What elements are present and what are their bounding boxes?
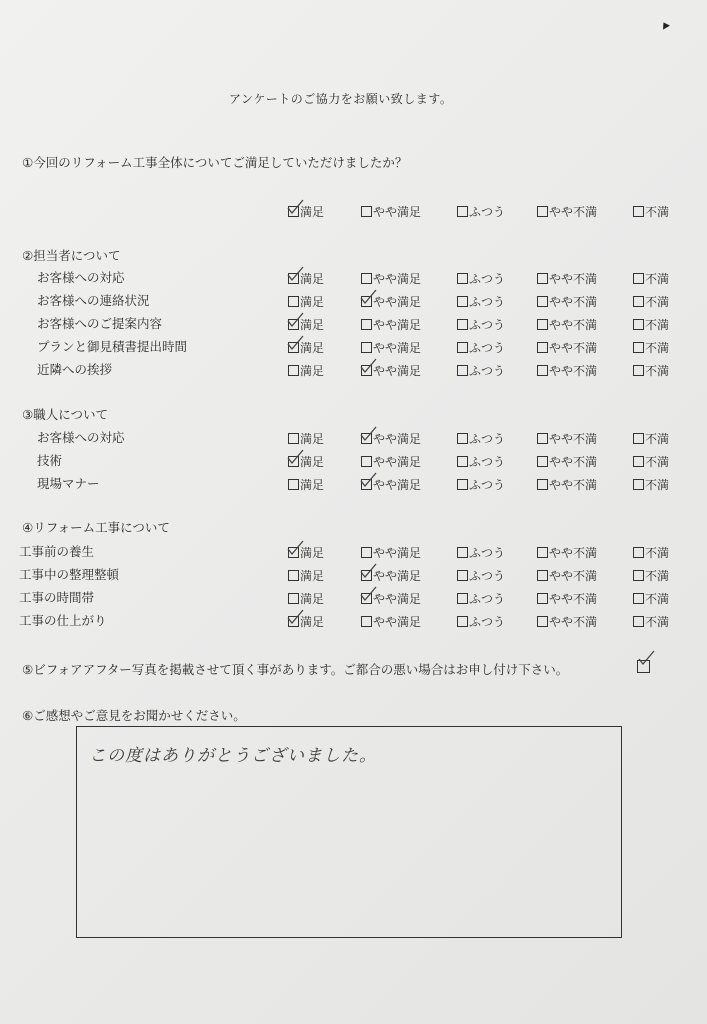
checkbox-icon[interactable] <box>361 433 372 444</box>
checkbox-icon[interactable] <box>288 593 299 604</box>
option-label: 満足 <box>300 546 325 560</box>
option-label: 満足 <box>300 455 325 469</box>
checkbox-icon[interactable] <box>361 319 372 330</box>
option-label: ふつう <box>469 205 506 219</box>
checkbox-icon[interactable] <box>633 273 644 284</box>
option-label: やや不満 <box>549 455 598 469</box>
q2-row-1-option-2[interactable] <box>361 270 421 287</box>
q2-row-3-option-2[interactable] <box>361 316 421 333</box>
checkbox-icon[interactable] <box>288 479 299 490</box>
q2-row-label-5: 近隣への挨拶 <box>37 362 113 377</box>
option-label: ふつう <box>469 478 506 492</box>
q2-row-label-4: プランと御見積書提出時間 <box>37 339 188 354</box>
checkbox-icon[interactable] <box>457 296 468 307</box>
checkbox-icon[interactable] <box>537 342 548 353</box>
option-label: やや満足 <box>373 364 422 378</box>
q2-row-1-option-1[interactable] <box>288 270 324 287</box>
checkbox-icon[interactable] <box>633 616 644 627</box>
q3-row-label-2: 技術 <box>37 453 63 468</box>
option-label: やや不満 <box>549 478 598 492</box>
option-label: やや満足 <box>373 341 422 355</box>
q2-row-1-option-3[interactable] <box>457 270 505 287</box>
q4-row-3-option-2[interactable] <box>361 590 421 607</box>
checkbox-icon[interactable] <box>288 296 299 307</box>
q3-row-1-option-5[interactable] <box>633 430 669 447</box>
q2-row-2-option-4[interactable] <box>537 293 597 310</box>
q4-row-4-option-1[interactable] <box>288 613 324 630</box>
q2-row-3-option-5[interactable] <box>633 316 669 333</box>
q2-row-1-option-4[interactable] <box>537 270 597 287</box>
q4-row-1-option-4[interactable] <box>537 544 597 561</box>
q2-row-2-option-3[interactable] <box>457 293 505 310</box>
checkbox-icon[interactable] <box>633 206 644 217</box>
q4-row-3-option-4[interactable] <box>537 590 597 607</box>
q4-row-1-option-5[interactable] <box>633 544 669 561</box>
checkbox-icon[interactable] <box>457 365 468 376</box>
checkbox-icon[interactable] <box>457 206 468 217</box>
option-label: やや満足 <box>373 546 422 560</box>
q4-row-4-option-2[interactable] <box>361 613 421 630</box>
checkbox-icon[interactable] <box>537 296 548 307</box>
checkbox-icon[interactable] <box>361 547 372 558</box>
checkbox-icon[interactable] <box>537 365 548 376</box>
checkbox-icon[interactable] <box>633 319 644 330</box>
q3-row-1-option-2[interactable] <box>361 430 421 447</box>
q2-row-4-option-3[interactable] <box>457 339 505 356</box>
checkbox-icon[interactable] <box>361 479 372 490</box>
q2-row-2-option-1[interactable] <box>288 293 324 310</box>
q3-row-3-option-5[interactable] <box>633 476 669 493</box>
q3-row-2-option-1[interactable] <box>288 453 324 470</box>
checkbox-icon[interactable] <box>633 570 644 581</box>
q2-row-5-option-2[interactable] <box>361 362 421 379</box>
checkbox-icon[interactable] <box>633 547 644 558</box>
comment-box[interactable] <box>76 726 622 938</box>
checkbox-icon[interactable] <box>361 273 372 284</box>
checkbox-icon[interactable] <box>288 547 299 558</box>
checkbox-icon[interactable] <box>288 342 299 353</box>
checkbox-icon[interactable] <box>537 616 548 627</box>
q2-row-5-option-4[interactable] <box>537 362 597 379</box>
checkbox-icon[interactable] <box>457 342 468 353</box>
q4-row-label-2: 工事中の整理整頓 <box>19 567 120 582</box>
option-label: ふつう <box>469 318 506 332</box>
checkbox-icon[interactable] <box>537 547 548 558</box>
checkbox-icon[interactable] <box>361 206 372 217</box>
q3-label: ③職人について <box>22 407 108 422</box>
q6-label: ⑥ご感想やご意見をお聞かせください。 <box>22 708 246 723</box>
q2-row-4-option-1[interactable] <box>288 339 324 356</box>
checkbox-icon[interactable] <box>537 570 548 581</box>
option-label: ふつう <box>469 295 506 309</box>
option-label: やや不満 <box>549 341 598 355</box>
option-label: 満足 <box>300 478 325 492</box>
checkbox-icon[interactable] <box>457 479 468 490</box>
q4-row-4-option-4[interactable] <box>537 613 597 630</box>
q3-row-1-option-4[interactable] <box>537 430 597 447</box>
option-label: ふつう <box>469 455 506 469</box>
option-label: ふつう <box>469 592 506 606</box>
option-label: やや不満 <box>549 205 598 219</box>
q4-row-label-3: 工事の時間帯 <box>19 590 95 605</box>
q2-row-3-option-1[interactable] <box>288 316 324 333</box>
option-label: 満足 <box>300 364 325 378</box>
checkbox-icon[interactable] <box>288 319 299 330</box>
q2-row-5-option-1[interactable] <box>288 362 324 379</box>
option-label: ふつう <box>469 341 506 355</box>
option-label: やや不満 <box>549 546 598 560</box>
option-label: ふつう <box>469 546 506 560</box>
q4-row-2-option-5[interactable] <box>633 567 669 584</box>
q2-row-label-3: お客様へのご提案内容 <box>37 316 163 331</box>
q2-row-4-option-4[interactable] <box>537 339 597 356</box>
option-label: やや不満 <box>549 615 598 629</box>
q3-row-3-option-2[interactable] <box>361 476 421 493</box>
option-label: 満足 <box>300 341 325 355</box>
option-label: 満足 <box>300 432 325 446</box>
option-label: やや不満 <box>549 364 598 378</box>
option-label: 不満 <box>645 295 670 309</box>
q3-row-3-option-1[interactable] <box>288 476 324 493</box>
q3-row-3-option-3[interactable] <box>457 476 505 493</box>
option-label: 不満 <box>645 615 670 629</box>
checkbox-icon[interactable] <box>361 296 372 307</box>
q4-row-2-option-4[interactable] <box>537 567 597 584</box>
option-label: 満足 <box>300 569 325 583</box>
q3-row-label-3: 現場マナー <box>37 476 100 491</box>
q4-row-1-option-1[interactable] <box>288 544 324 561</box>
q4-row-2-option-2[interactable] <box>361 567 421 584</box>
option-label: やや不満 <box>549 432 598 446</box>
option-label: やや満足 <box>373 455 422 469</box>
q5-label: ⑤ビフォアアフター写真を掲載させて頂く事があります。ご都合の悪い場合はお申し付け下さい。 <box>22 662 569 677</box>
checkbox-icon[interactable] <box>361 342 372 353</box>
checkbox-icon[interactable] <box>361 593 372 604</box>
checkbox-icon[interactable] <box>288 273 299 284</box>
q1-option-4[interactable] <box>537 203 597 220</box>
option-label: やや不満 <box>549 272 598 286</box>
option-label: やや満足 <box>373 318 422 332</box>
q2-row-4-option-2[interactable] <box>361 339 421 356</box>
q4-row-1-option-3[interactable] <box>457 544 505 561</box>
q2-row-5-option-5[interactable] <box>633 362 669 379</box>
option-label: やや満足 <box>373 272 422 286</box>
option-label: 不満 <box>645 318 670 332</box>
checkbox-icon[interactable] <box>537 433 548 444</box>
q2-row-4-option-5[interactable] <box>633 339 669 356</box>
checkbox-icon[interactable] <box>361 616 372 627</box>
option-label: 満足 <box>300 318 325 332</box>
checkbox-icon[interactable] <box>361 456 372 467</box>
q4-row-4-option-3[interactable] <box>457 613 505 630</box>
checkbox-icon[interactable] <box>288 456 299 467</box>
option-label: やや満足 <box>373 615 422 629</box>
q5-checkbox[interactable] <box>637 657 651 676</box>
option-label: 不満 <box>645 432 670 446</box>
q4-row-label-1: 工事前の養生 <box>19 544 95 559</box>
q2-row-1-option-5[interactable] <box>633 270 669 287</box>
checkbox-icon[interactable] <box>633 342 644 353</box>
option-label: ふつう <box>469 272 506 286</box>
option-label: ふつう <box>469 364 506 378</box>
option-label: 満足 <box>300 295 325 309</box>
q1-option-5[interactable] <box>633 203 669 220</box>
q2-row-3-option-4[interactable] <box>537 316 597 333</box>
option-label: やや満足 <box>373 569 422 583</box>
option-label: やや不満 <box>549 318 598 332</box>
q4-row-3-option-3[interactable] <box>457 590 505 607</box>
q4-row-4-option-5[interactable] <box>633 613 669 630</box>
option-label: やや不満 <box>549 569 598 583</box>
option-label: 不満 <box>645 364 670 378</box>
q4-row-1-option-2[interactable] <box>361 544 421 561</box>
option-label: 不満 <box>645 569 670 583</box>
checkbox-icon[interactable] <box>633 433 644 444</box>
q1-label: ①今回のリフォーム工事全体についてご満足していただけましたか？ <box>22 155 408 170</box>
q3-row-2-option-5[interactable] <box>633 453 669 470</box>
q2-row-5-option-3[interactable] <box>457 362 505 379</box>
option-label: 不満 <box>645 455 670 469</box>
checkbox-icon[interactable] <box>288 616 299 627</box>
q4-row-3-option-1[interactable] <box>288 590 324 607</box>
checkbox-icon[interactable] <box>537 593 548 604</box>
checkbox-icon[interactable] <box>457 456 468 467</box>
option-label: ふつう <box>469 432 506 446</box>
checkbox-icon[interactable] <box>457 570 468 581</box>
checkbox-icon[interactable] <box>537 273 548 284</box>
option-label: やや満足 <box>373 295 422 309</box>
checkbox-icon[interactable] <box>457 273 468 284</box>
option-label: やや満足 <box>373 592 422 606</box>
checkbox-icon[interactable] <box>633 456 644 467</box>
q4-row-label-4: 工事の仕上がり <box>19 613 107 628</box>
checkbox-icon[interactable] <box>457 433 468 444</box>
option-label: やや満足 <box>373 478 422 492</box>
q2-row-3-option-3[interactable] <box>457 316 505 333</box>
option-label: ふつう <box>469 615 506 629</box>
checkbox-icon[interactable] <box>633 593 644 604</box>
q3-row-2-option-3[interactable] <box>457 453 505 470</box>
q2-row-2-option-2[interactable] <box>361 293 421 310</box>
option-label: 満足 <box>300 615 325 629</box>
option-label: 不満 <box>645 272 670 286</box>
q4-row-3-option-5[interactable] <box>633 590 669 607</box>
page-title: アンケートのご協力をお願い致します。 <box>229 92 453 106</box>
checkbox-icon[interactable] <box>633 365 644 376</box>
q3-row-1-option-1[interactable] <box>288 430 324 447</box>
option-label: やや満足 <box>373 432 422 446</box>
q3-row-3-option-4[interactable] <box>537 476 597 493</box>
checkbox-icon[interactable] <box>288 570 299 581</box>
q4-row-2-option-1[interactable] <box>288 567 324 584</box>
checkbox-icon[interactable] <box>537 319 548 330</box>
checkbox-icon[interactable] <box>361 570 372 581</box>
checkbox-icon[interactable] <box>633 479 644 490</box>
q3-row-1-option-3[interactable] <box>457 430 505 447</box>
q2-row-2-option-5[interactable] <box>633 293 669 310</box>
checkbox-icon[interactable] <box>537 479 548 490</box>
option-label: 不満 <box>645 546 670 560</box>
q3-row-2-option-2[interactable] <box>361 453 421 470</box>
option-label: 満足 <box>300 592 325 606</box>
q4-label: ④リフォーム工事について <box>22 520 170 535</box>
checkbox-icon[interactable] <box>457 319 468 330</box>
option-label: やや不満 <box>549 295 598 309</box>
checkbox-icon[interactable] <box>633 296 644 307</box>
option-label: 満足 <box>300 272 325 286</box>
option-label: やや満足 <box>373 205 422 219</box>
q1-option-3[interactable] <box>457 203 505 220</box>
checkbox-icon[interactable] <box>361 365 372 376</box>
q4-row-2-option-3[interactable] <box>457 567 505 584</box>
checkbox-icon[interactable] <box>288 206 299 217</box>
q1-option-2[interactable] <box>361 203 421 220</box>
option-label: ふつう <box>469 569 506 583</box>
checkbox-icon[interactable] <box>457 547 468 558</box>
checkbox-icon[interactable] <box>457 616 468 627</box>
option-label: 満足 <box>300 205 325 219</box>
comment-text: この度はありがとうございました。 <box>89 746 377 766</box>
checkbox-icon[interactable] <box>457 593 468 604</box>
q2-label: ②担当者について <box>22 248 121 263</box>
q1-option-1[interactable] <box>288 203 324 220</box>
q2-row-label-1: お客様への対応 <box>37 270 125 285</box>
option-label: 不満 <box>645 205 670 219</box>
option-label: 不満 <box>645 592 670 606</box>
corner-mark <box>660 20 670 29</box>
checkbox-icon[interactable] <box>537 456 548 467</box>
option-label: やや不満 <box>549 592 598 606</box>
checkbox-icon[interactable] <box>288 433 299 444</box>
q3-row-label-1: お客様への対応 <box>37 430 125 445</box>
checkbox-icon[interactable] <box>537 206 548 217</box>
q2-row-label-2: お客様への連絡状況 <box>37 293 150 308</box>
option-label: 不満 <box>645 478 670 492</box>
checkbox-icon[interactable] <box>288 365 299 376</box>
q3-row-2-option-4[interactable] <box>537 453 597 470</box>
option-label: 不満 <box>645 341 670 355</box>
